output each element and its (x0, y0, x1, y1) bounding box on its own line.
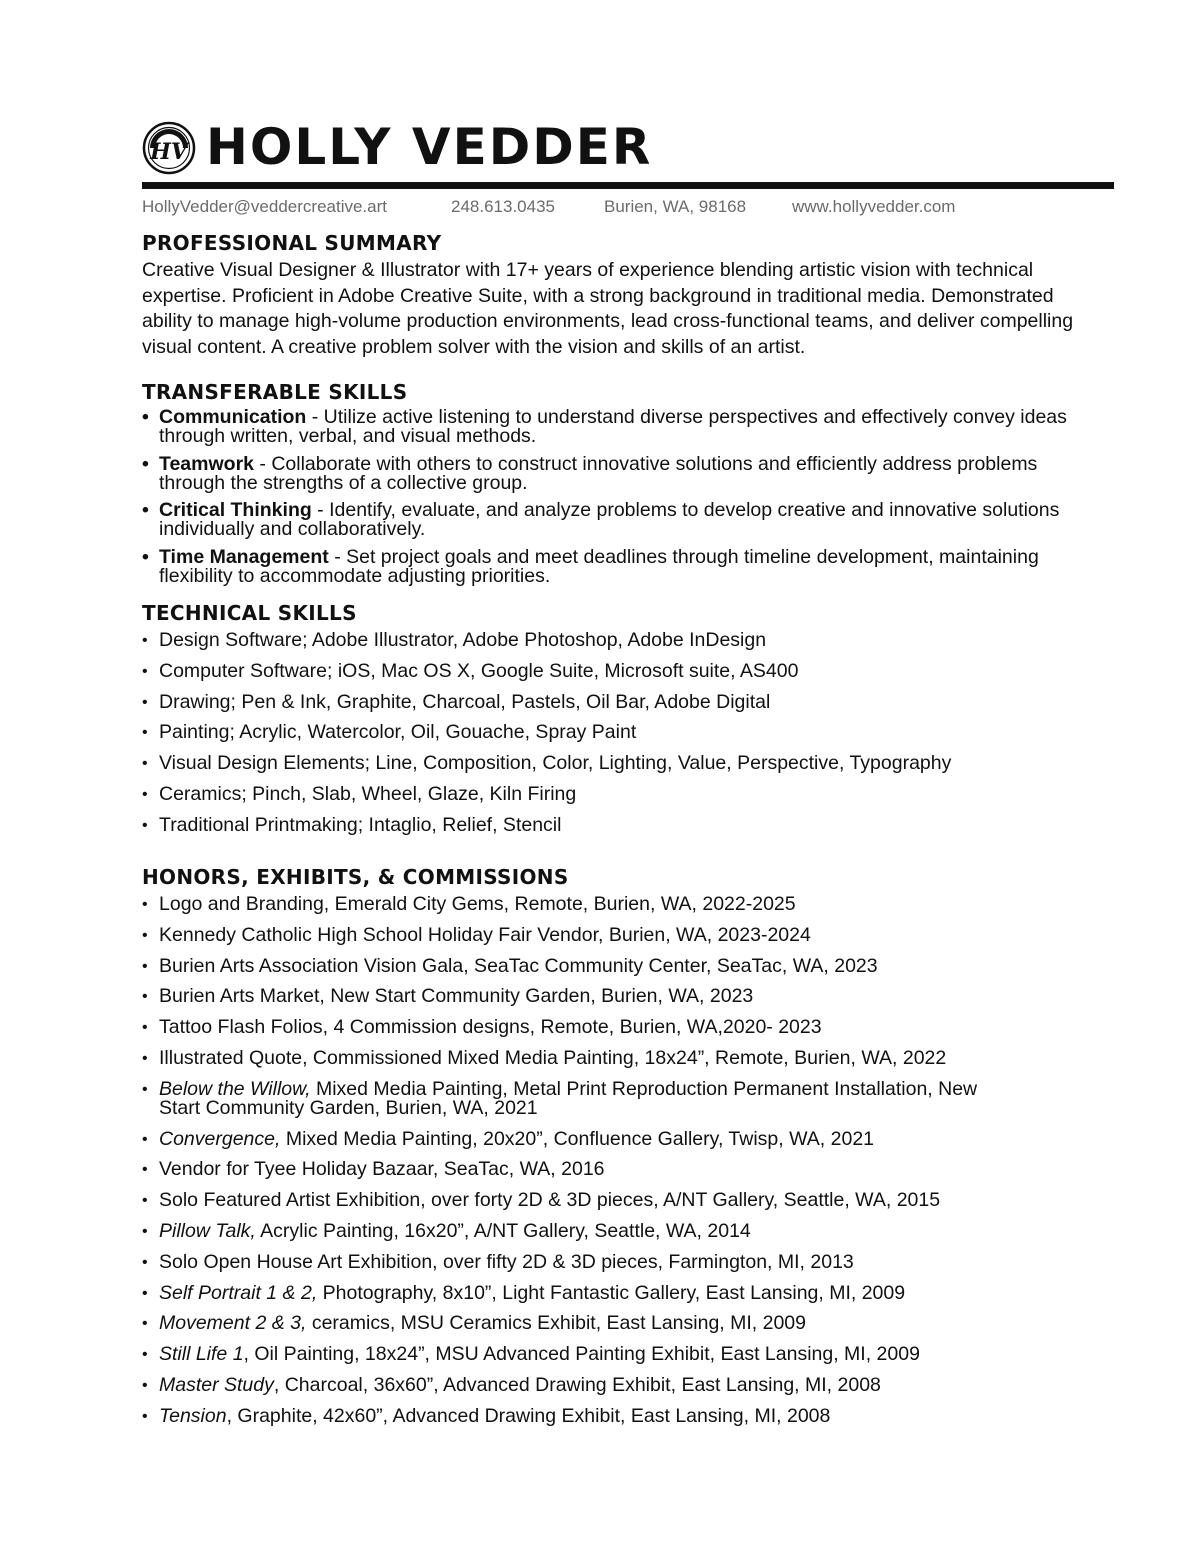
list-item: • Traditional Printmaking; Intaglio, Relief, Stencil (142, 816, 1102, 835)
list-item (142, 1127, 1102, 1150)
entry-details: Logo and Branding, Emerald City Gems, Remote, Burien, WA, 2022-2025 (159, 893, 796, 915)
list-item (142, 452, 1102, 494)
entry-details: Vendor for Tyee Holiday Bazaar, SeaTac, WA, 2016 (159, 1158, 605, 1181)
entry-details: Photography, 8x10”, Light Fantastic Gallery, East Lansing, MI, 2009 (317, 1281, 906, 1304)
contact-info (142, 196, 955, 218)
skill-title: Teamwork (159, 452, 255, 475)
list-item: • Painting; Acrylic, Watercolor, Oil, Gouache, Spray Paint (142, 723, 1102, 742)
work-title: Master Study (159, 1373, 274, 1396)
entry-details: Acrylic Painting, 16x20”, A/NT Gallery, Seattle, WA, 2014 (255, 1219, 751, 1242)
list-item (142, 1077, 989, 1119)
entry-details: Illustrated Quote, Commissioned Mixed Media Painting, 18x24”, Remote, Burien, WA, 2022 (159, 1046, 947, 1069)
list-item: • Visual Design Elements; Line, Composition, Color, Lighting, Value, Perspective, Typography (142, 754, 1102, 773)
skill-title: Communication (159, 406, 307, 428)
professional-summary-section (142, 231, 1102, 360)
header-divider (142, 182, 1114, 189)
entry-details: Solo Featured Artist Exhibition, over forty 2D & 3D pieces, A/NT Gallery, Seattle, WA, 2015 (159, 1189, 941, 1212)
contact-email[interactable]: HollyVedder@veddercreative.art (142, 197, 387, 216)
technical-skills-list (142, 631, 1102, 835)
list-item (142, 1191, 1102, 1210)
section-heading: PROFESSIONAL SUMMARY (142, 231, 442, 255)
transferable-skills-section (142, 380, 1102, 594)
skill-description: - Utilize active listening to understand diverse perspectives and effectively convey ideas through written, verbal, and visual methods. (159, 406, 1067, 447)
list-item (142, 501, 1102, 539)
work-title: Convergence, (159, 1127, 281, 1150)
list-item: • Design Software; Adobe Illustrator, Adobe Photoshop, Adobe InDesign (142, 631, 1102, 650)
monogram-text: HV (150, 139, 188, 165)
list-item (142, 1046, 1102, 1069)
contact-location: Burien, WA, 98168 (604, 197, 747, 216)
honors-exhibits-commissions-section (142, 864, 1102, 1438)
entry-details: , Oil Painting, 18x24”, MSU Advanced Painting Exhibit, East Lansing, MI, 2009 (243, 1343, 920, 1366)
skill-description: - Collaborate with others to construct innovative solutions and efficiently address problems through the strengths of a collective group. (159, 452, 1038, 494)
work-title: Below the Willow, (159, 1077, 311, 1100)
work-title: Still Life 1 (159, 1343, 244, 1366)
list-item (142, 987, 1102, 1006)
list-item (142, 895, 1102, 914)
list-item: • Ceramics; Pinch, Slab, Wheel, Glaze, Kiln Firing (142, 785, 1102, 804)
monogram-logo (142, 121, 196, 175)
list-item (142, 1404, 1102, 1427)
contact-phone[interactable]: 248.613.0435 (451, 197, 555, 216)
list-item (142, 923, 1102, 946)
list-item (142, 408, 1102, 446)
skill-title: Time Management (159, 545, 329, 568)
list-item (142, 954, 1102, 977)
contact-website[interactable]: www.hollyvedder.com (792, 197, 956, 216)
list-item (142, 1250, 1102, 1273)
skill-description: - Set project goals and meet deadlines through timeline development, maintaining flexibility to accommodate adjusting priorities. (159, 545, 1039, 587)
honors-list (142, 895, 1102, 1426)
section-heading: TECHNICAL SKILLS (142, 601, 357, 625)
entry-details: Kennedy Catholic High School Holiday Fair Vendor, Burien, WA, 2023-2024 (159, 923, 811, 946)
work-title: Self Portrait 1 & 2, (159, 1281, 318, 1304)
technical-skills-section (142, 600, 1102, 847)
entry-details: Burien Arts Association Vision Gala, SeaTac Community Center, SeaTac, WA, 2023 (159, 954, 878, 977)
entry-details: Tattoo Flash Folios, 4 Commission designs, Remote, Burien, WA,2020- 2023 (159, 1016, 822, 1039)
entry-details: Mixed Media Painting, Metal Print Reproduction Permanent Installation, New Start Community Garden, Burien, WA, 2021 (159, 1077, 978, 1119)
list-item: • Computer Software; iOS, Mac OS X, Google Suite, Microsoft suite, AS400 (142, 662, 1102, 681)
list-item (142, 1281, 1102, 1304)
entry-details: Burien Arts Market, New Start Community Garden, Burien, WA, 2023 (159, 985, 754, 1008)
transferable-skills-list (142, 408, 1102, 586)
skill-description: - Identify, evaluate, and analyze problems to develop creative and innovative solutions individually and collaboratively. (159, 499, 1060, 540)
list-item (142, 1160, 1102, 1179)
list-item (142, 1018, 1102, 1037)
list-item (142, 1373, 1102, 1396)
work-title: Pillow Talk, (159, 1219, 256, 1242)
entry-details: Solo Open House Art Exhibition, over fifty 2D & 3D pieces, Farmington, MI, 2013 (159, 1250, 854, 1273)
entry-details: ceramics, MSU Ceramics Exhibit, East Lansing, MI, 2009 (306, 1312, 806, 1335)
work-title: Movement 2 & 3, (159, 1312, 307, 1335)
summary-text: Creative Visual Designer & Illustrator with 17+ years of experience blending artistic vision with technical expertise. Proficient in Adobe Creative Suite, with a strong background in traditional media. Demonstrated ability to manage high-volume production environments, lead cross-functional teams, and deliver compelling visual content. A creative problem solver with the vision and skills of an artist. (142, 259, 1074, 358)
entry-details: , Graphite, 42x60”, Advanced Drawing Exhibit, East Lansing, MI, 2008 (226, 1404, 831, 1427)
list-item: • Drawing; Pen & Ink, Graphite, Charcoal, Pastels, Oil Bar, Adobe Digital (142, 693, 1102, 712)
work-title: Tension (159, 1404, 227, 1427)
list-item (142, 545, 1102, 587)
entry-details: Mixed Media Painting, 20x20”, Confluence Gallery, Twisp, WA, 2021 (280, 1127, 875, 1150)
candidate-name: HOLLY VEDDER (206, 118, 653, 176)
section-heading: TRANSFERABLE SKILLS (142, 380, 408, 404)
list-item (142, 1219, 1102, 1242)
list-item (142, 1314, 1102, 1333)
list-item (142, 1345, 1102, 1364)
entry-details: , Charcoal, 36x60”, Advanced Drawing Exhibit, East Lansing, MI, 2008 (273, 1373, 881, 1396)
section-heading: HONORS, EXHIBITS, & COMMISSIONS (142, 865, 569, 889)
skill-title: Critical Thinking (159, 499, 312, 521)
